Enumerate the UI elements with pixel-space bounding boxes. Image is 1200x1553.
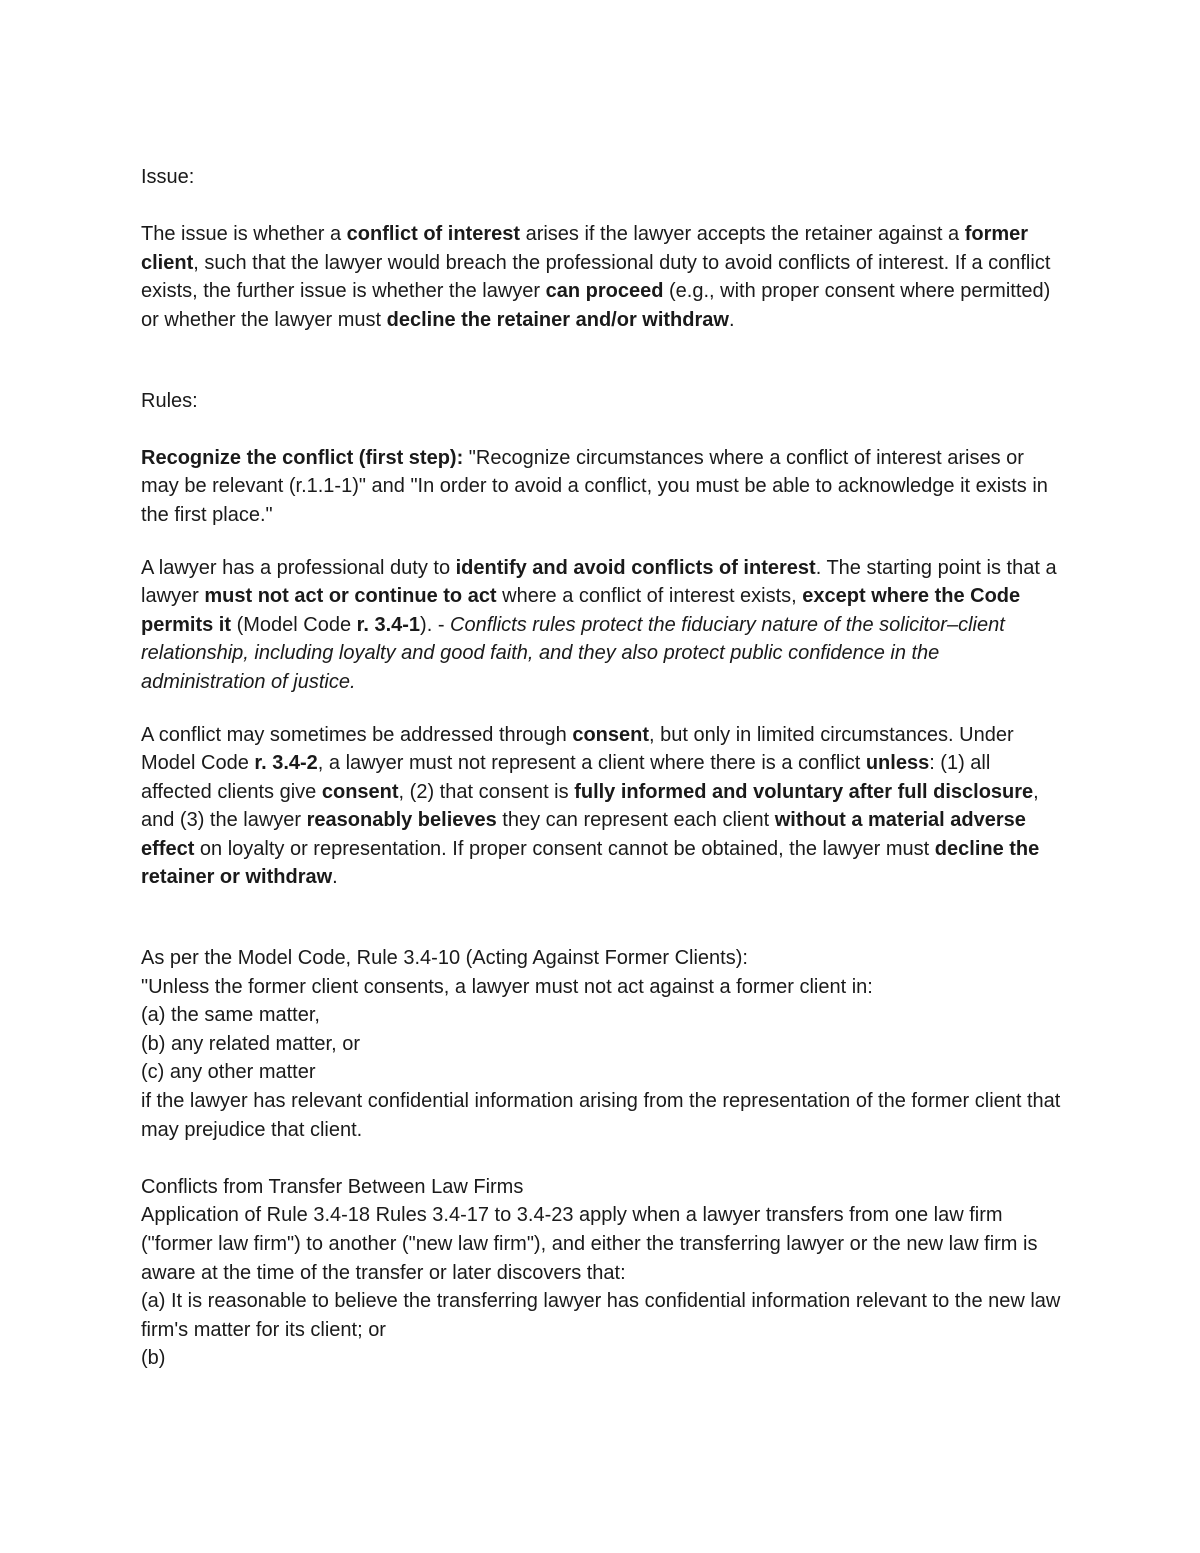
bold-text: identify and avoid conflicts of interest bbox=[455, 556, 816, 579]
text-run: , (2) that consent is bbox=[398, 780, 575, 803]
text-run: , and (3) the lawyer bbox=[141, 780, 1039, 832]
italic-text: Conflicts rules protect the fiduciary nature of the solicitor–client relationship, including loyalty and good faith, and they also protect public confidence in the administration of justice. bbox=[141, 613, 1005, 693]
bold-text: Recognize the conflict (first step): bbox=[141, 446, 464, 469]
bold-text: consent bbox=[321, 780, 399, 803]
text-run: (Model Code bbox=[231, 613, 357, 636]
recognize-conflict-paragraph bbox=[141, 444, 1061, 530]
text-run: A lawyer has a professional duty to bbox=[141, 556, 456, 579]
consent-paragraph bbox=[141, 721, 1061, 893]
text-run: The issue is whether a bbox=[141, 223, 347, 246]
former-clients-line: (c) any other matter bbox=[141, 1061, 316, 1084]
document-body bbox=[141, 163, 1061, 1373]
bold-text: r. 3.4-1 bbox=[356, 613, 421, 636]
transfer-section bbox=[141, 1173, 1061, 1373]
text-run: : (1) all affected clients give bbox=[141, 752, 991, 803]
text-run: ). - bbox=[420, 613, 451, 636]
former-clients-line: "Unless the former client consents, a lawyer must not act against a former client in: bbox=[141, 975, 873, 998]
text-run: arises if the lawyer accepts the retainer against a bbox=[520, 223, 965, 246]
issue-heading: Issue: bbox=[141, 166, 195, 188]
transfer-line: (a) It is reasonable to believe the transferring lawyer has confidential information relevant to the new law firm's matter for its client; or bbox=[141, 1290, 1061, 1341]
transfer-line: Application of Rule 3.4-18 Rules 3.4-17 to 3.4-23 apply when a lawyer transfers from one law firm ("former law firm") to another ("new law firm"), and either the transferring lawyer or the new law firm is aware at the time of the transfer or later discovers that: bbox=[141, 1204, 1038, 1284]
text-run: , a lawyer must not represent a client where there is a conflict bbox=[317, 752, 866, 775]
text-run: they can represent each client bbox=[496, 809, 775, 832]
text-run: , but only in limited circumstances. Under Model Code bbox=[141, 723, 1014, 775]
text-run: "Recognize circumstances where a conflict of interest arises or may be relevant (r.1.1-1)" and "In order to avoid a conflict, you must be able to acknowledge it exists in the first place." bbox=[141, 446, 1048, 526]
bold-text: must not act or continue to act bbox=[204, 585, 497, 608]
bold-text: unless bbox=[865, 752, 930, 775]
text-run: (e.g., with proper consent where permitted) or whether the lawyer must bbox=[141, 280, 1051, 331]
text-run: . bbox=[332, 866, 338, 889]
issue-paragraph bbox=[141, 220, 1061, 334]
bold-text: except where the Code permits it bbox=[141, 585, 1021, 636]
former-clients-section bbox=[141, 944, 1061, 1144]
text-run: A conflict may sometimes be addressed through bbox=[141, 723, 573, 746]
former-clients-line: if the lawyer has relevant confidential information arising from the representation of the former client that may prejudice that client. bbox=[141, 1090, 1061, 1141]
bold-text: decline the retainer or withdraw bbox=[141, 837, 1040, 889]
text-run: where a conflict of interest exists, bbox=[496, 585, 803, 608]
text-run: on loyalty or representation. If proper consent cannot be obtained, the lawyer must bbox=[194, 837, 935, 860]
bold-text: r. 3.4-2 bbox=[254, 752, 318, 775]
bold-text: reasonably believes bbox=[306, 809, 497, 832]
former-clients-line: (a) the same matter, bbox=[141, 1004, 320, 1027]
transfer-line: (b) bbox=[141, 1347, 166, 1370]
bold-text: consent bbox=[572, 723, 650, 746]
bold-text: conflict of interest bbox=[346, 223, 521, 246]
former-clients-line: As per the Model Code, Rule 3.4-10 (Acting Against Former Clients): bbox=[141, 947, 748, 970]
transfer-line: Conflicts from Transfer Between Law Firms bbox=[141, 1175, 524, 1198]
duty-paragraph bbox=[141, 554, 1061, 697]
bold-text: former client bbox=[141, 223, 1029, 274]
bold-text: fully informed and voluntary after full disclosure bbox=[574, 780, 1034, 803]
text-run: . The starting point is that a lawyer bbox=[141, 556, 1057, 608]
text-run: , such that the lawyer would breach the professional duty to avoid conflicts of interest. If a conflict exists, the further issue is whether the lawyer bbox=[141, 251, 1051, 303]
bold-text: can proceed bbox=[545, 280, 664, 303]
rules-heading: Rules: bbox=[141, 389, 198, 412]
text-run: . bbox=[728, 308, 735, 331]
bold-text: decline the retainer and/or withdraw bbox=[386, 308, 729, 331]
former-clients-line: (b) any related matter, or bbox=[141, 1032, 360, 1055]
bold-text: without a material adverse effect bbox=[141, 809, 1026, 860]
